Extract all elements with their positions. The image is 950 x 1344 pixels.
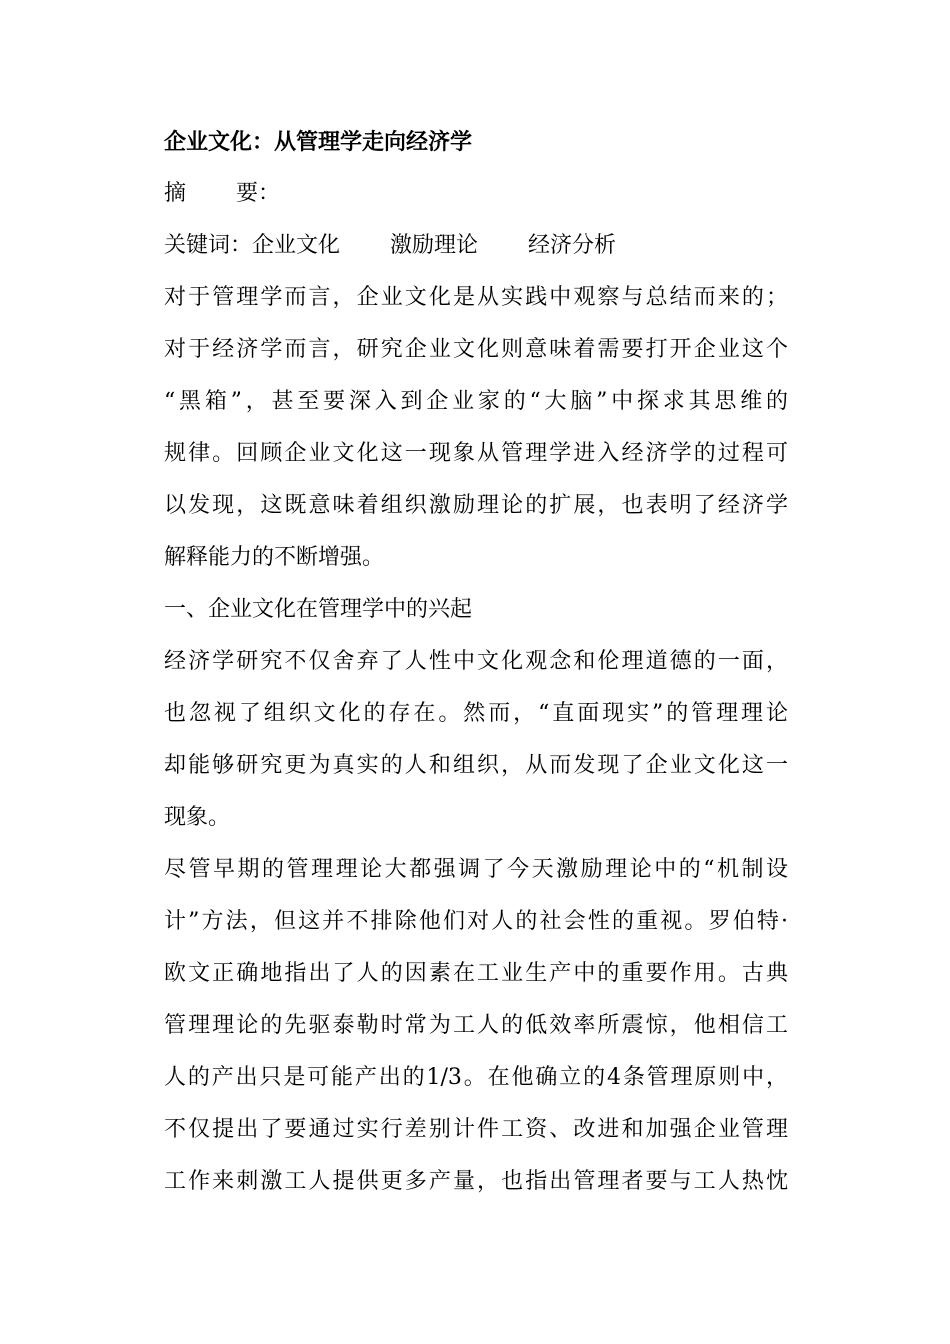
abstract-label-right: 要： (236, 181, 281, 206)
abstract-label (164, 168, 788, 220)
abstract-label-left: 摘 (164, 181, 187, 206)
document-body (164, 116, 788, 1208)
intro-line: 解释能力的不断增强。 (164, 545, 385, 570)
keyword-2: 激励理论 (390, 233, 479, 258)
paragraph-line: 也忽视了组织文化的存在。然而，“直面现实”的管理理论 (164, 701, 788, 726)
keywords-line (164, 220, 788, 272)
keywords-label: 关键词： (164, 233, 253, 258)
paragraph-line: 尽管早期的管理理论大都强调了今天激励理论中的“机制设 (164, 857, 788, 882)
section-1-paragraph-2 (164, 844, 788, 1208)
paragraph-line: 管理理论的先驱泰勒时常为工人的低效率所震惊，他相信工 (164, 1013, 788, 1038)
intro-line: “黑箱”，甚至要深入到企业家的“大脑”中探求其思维的 (164, 389, 788, 414)
keyword-1: 企业文化 (252, 233, 341, 258)
paragraph-line: 工作来刺激工人提供更多产量，也指出管理者要与工人热忱 (164, 1169, 788, 1194)
document-title: 企业文化：从管理学走向经济学 (164, 129, 473, 155)
section-1-heading: 一、企业文化在管理学中的兴起 (164, 597, 473, 622)
paragraph-line: 欧文正确地指出了人的因素在工业生产中的重要作用。古典 (164, 961, 788, 986)
paragraph-line: 人的产出只是可能产出的1/3。在他确立的4条管理原则中， (164, 1065, 788, 1090)
paragraph-line: 经济学研究不仅舍弃了人性中文化观念和伦理道德的一面， (164, 649, 788, 674)
section-1-paragraph-1 (164, 636, 788, 844)
paragraph-line: 计”方法，但这并不排除他们对人的社会性的重视。罗伯特· (164, 909, 788, 934)
keyword-3: 经济分析 (528, 233, 617, 258)
paragraph-line: 现象。 (164, 805, 231, 830)
intro-line: 规律。回顾企业文化这一现象从管理学进入经济学的过程可 (164, 441, 788, 466)
intro-paragraph (164, 272, 788, 584)
paragraph-line: 却能够研究更为真实的人和组织，从而发现了企业文化这一 (164, 753, 788, 778)
intro-line: 以发现，这既意味着组织激励理论的扩展，也表明了经济学 (164, 493, 788, 518)
intro-line: 对于经济学而言，研究企业文化则意味着需要打开企业这个 (164, 337, 788, 362)
intro-line: 对于管理学而言，企业文化是从实践中观察与总结而来的； (164, 285, 788, 310)
paragraph-line: 不仅提出了要通过实行差别计件工资、改进和加强企业管理 (164, 1117, 788, 1142)
